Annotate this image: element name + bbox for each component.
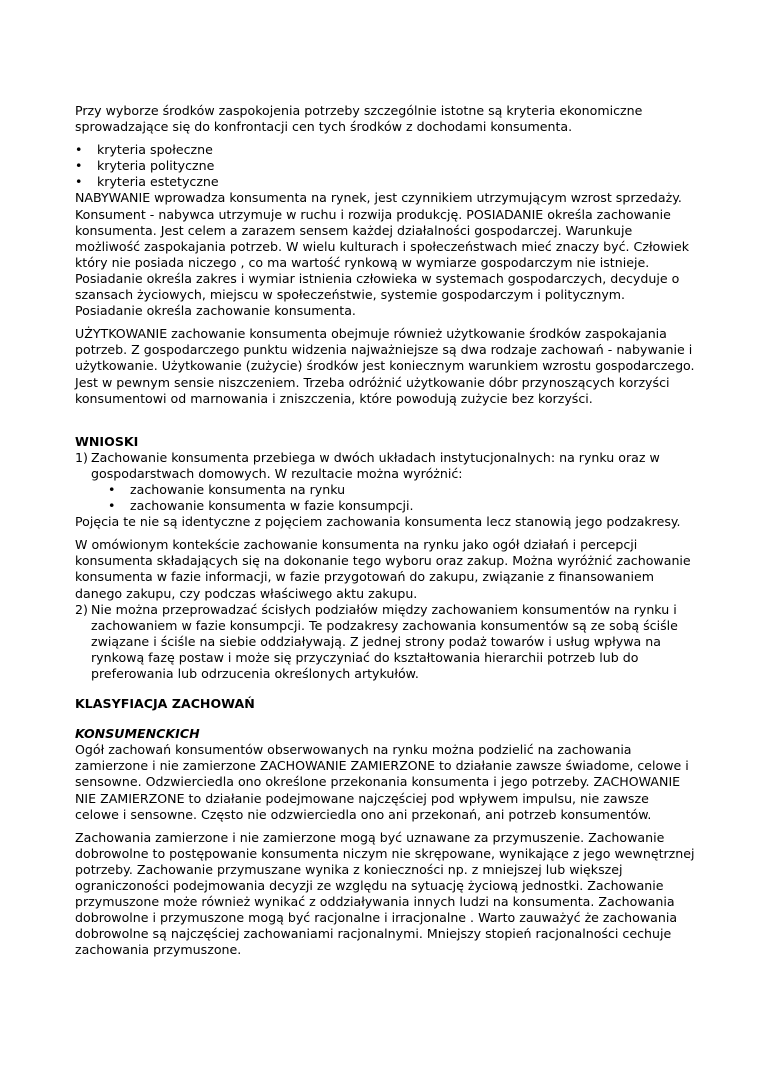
item-text: Nie można przeprowadzać ścisłych podziałów między zachowaniem konsumentów na rynku i zachowaniem w fazie konsumpcji. Te podzakresy zachowania konsumentów są ze sobą ściśle związane i ściśle na siebie oddziaływają. Z jednej strony podaż towarów i usług wpływa na rynkową fazę postaw i może się przyczyniać do kształtowania hierarchii potrzeb lub do preferowania lub odrzucenia określonych artykułów. — [91, 601, 678, 681]
list-item: • zachowanie konsumenta w fazie konsumpcji. — [108, 498, 695, 514]
item-number: 2) — [75, 601, 88, 617]
list-item: • kryteria estetyczne — [75, 174, 695, 190]
numbered-item-2 — [75, 602, 695, 682]
konsumenckich-subheading: KONSUMENCKICH — [75, 726, 200, 742]
numbered-item-1 — [75, 450, 695, 514]
behaviour-types-list — [91, 482, 695, 514]
item-number: 1) — [75, 449, 88, 465]
list-item: • kryteria społeczne — [75, 142, 695, 158]
przymuszenie-paragraph: Zachowania zamierzone i nie zamierzone mogą być uznawane za przymuszenie. Zachowanie dobrowolne to postępowanie konsumenta niczym nie skrępowane, wynikające z jego wewnętrznej potrzeby. Zachowanie przymuszane wynika z konieczności np. z mniejszej lub większej ograniczoności podejmowania decyzji ze względu na sytuację życiową jednostki. Zachowanie przymuszone może również wynikać z oddziaływania innych ludzi na konsumenta. Zachowania dobrowolne i przymuszone mogą być racjonalne i irracjonalne . Warto zauważyć że zachowania dobrowolne są najczęściej zachowaniami racjonalnymi. Mniejszy stopień racjonalności cechuje zachowania przymuszone. — [75, 829, 695, 958]
zachowania-paragraph: Ogół zachowań konsumentów obserwowanych na rynku można podzielić na zachowania zamierzone i nie zamierzone ZACHOWANIE ZAMIERZONE to działanie zawsze świadome, celowe i sensowne. Odzwierciedla ono określone przekonania konsumenta i jego potrzeby. ZACHOWANIE NIE ZAMIERZONE to działanie podejmowane najczęściej pod wpływem impulsu, nie zawsze celowe i sensowne. Często nie odzwierciedla ono ani przekonań, ani potrzeb konsumentów. — [75, 742, 689, 822]
item-text: Zachowanie konsumenta przebiega w dwóch układach instytucjonalnych: na rynku oraz w gospodarstwach domowych. W rezultacie można wyróżnić: — [91, 449, 660, 481]
criteria-list — [75, 142, 695, 190]
klasyfikacja-heading: KLASYFIACJA ZACHOWAŃ — [75, 696, 255, 712]
wnioski-list-2 — [75, 602, 695, 682]
list-item: • zachowanie konsumenta na rynku — [108, 482, 695, 498]
after-list-paragraph: Pojęcia te nie są identyczne z pojęciem zachowania konsumenta lecz stanowią jego podzakresy. — [75, 514, 681, 530]
list-item: • kryteria polityczne — [75, 158, 695, 174]
nabywanie-paragraph: NABYWANIE wprowadza konsumenta na rynek, jest czynnikiem utrzymującym wzrost sprzedaży. Konsument - nabywca utrzymuje w ruchu i rozwija produkcję. POSIADANIE określa zachowanie konsumenta. Jest celem a zarazem sensem każdej działalności gospodarczej. Warunkuje możliwość zaspokajania potrzeb. W wielu kulturach i społeczeństwach mieć znaczy być. Człowiek który nie posiada niczego , co ma wartość rynkową w wymiarze gospodarczym nie istnieje. Posiadanie określa zakres i wymiar istnienia człowieka w systemach gospodarczych, decyduje o szansach życiowych, miejscu w społeczeństwie, systemie gospodarczym i politycznym. Posiadanie określa zachowanie konsumenta. — [75, 190, 690, 319]
document-page — [75, 103, 695, 959]
wnioski-list-1 — [75, 450, 695, 514]
wnioski-heading: WNIOSKI — [75, 433, 139, 449]
intro-paragraph: Przy wyborze środków zaspokojenia potrzeby szczególnie istotne są kryteria ekonomiczne sprowadzające się do konfrontacji cen tych środków z dochodami konsumenta. — [75, 103, 643, 135]
context-paragraph: W omówionym kontekście zachowanie konsumenta na rynku jako ogół działań i percepcji konsumenta składających się na dokonanie tego wyboru oraz zakup. Można wyróżnić zachowanie konsumenta w fazie informacji, w fazie przygotowań do zakupu, związanie z finansowaniem danego zakupu, czy podczas właściwego aktu zakupu. — [75, 537, 691, 601]
uzytkowanie-paragraph: UŻYTKOWANIE zachowanie konsumenta obejmuje również użytkowanie środków zaspokajania potrzeb. Z gospodarczego punktu widzenia najważniejsze są dwa rodzaje zachowań - nabywanie i użytkowanie. Użytkowanie (zużycie) środków jest koniecznym warunkiem wzrostu gospodarczego. Jest w pewnym sensie niszczeniem. Trzeba odróżnić użytkowanie dóbr przynoszących korzyści konsumentowi od marnowania i zniszczenia, które powodują zużycie bez korzyści. — [75, 326, 695, 406]
